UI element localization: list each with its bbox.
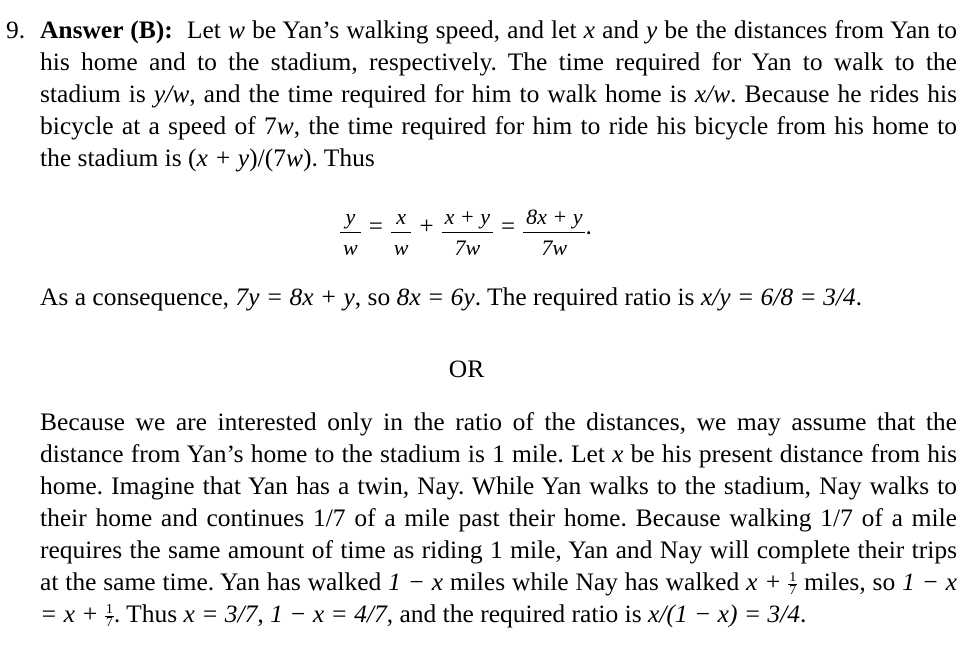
p2-text-b: , so: [354, 282, 397, 311]
or-separator: OR: [448, 354, 485, 383]
problem-number: 9.: [6, 15, 26, 44]
solution-paragraph-1: [6, 14, 957, 174]
p3-math-1: 1 − x: [388, 567, 444, 596]
denominator: 7w: [541, 235, 568, 260]
p1-text-h: )/(7: [249, 143, 286, 172]
p1-text-e: , and the time required for him to walk home is: [189, 79, 695, 108]
fraction-x-plus-y-over-7w: [442, 202, 493, 263]
p3-text-h: .: [800, 599, 807, 628]
solution-paragraph-3: [40, 406, 957, 630]
p1-math-x-over-w: x/w: [694, 79, 731, 108]
p3-math-6: x/(1 − x) = 3/4: [648, 599, 800, 628]
p2-math-1: 7y = 8x + y: [235, 282, 355, 311]
p1-var-x: x: [583, 15, 595, 44]
equals-sign: =: [368, 213, 383, 241]
small-fraction-one-seventh: [788, 572, 797, 597]
period: .: [585, 211, 592, 241]
numerator: x + y: [442, 202, 493, 233]
p1-text-a: Let: [186, 15, 228, 44]
p3-text-a: Because we are interested only in the ratio of the distances, we may assume that the distance from Yan’s home to the stadium is 1 mile. Let: [40, 407, 957, 468]
p1-var-w2: w: [276, 111, 294, 140]
p3-text-b: be his present distance from his home. Imagine that Yan has a twin, Nay. While Yan walks to the stadium, Nay walks to their home and continues 1/7 of a mile past their home. Because walking 1/7 of a mile requires the same amount of time as riding 1 mile, Yan and Nay will complete their trips at the same time. Yan has walked: [40, 439, 957, 596]
p2-text-c: . The required ratio is: [474, 282, 701, 311]
p1-math-y-over-w: y/w: [153, 79, 190, 108]
small-fraction-one-seventh: [105, 604, 114, 629]
p3-text-g: , and the required ratio is: [386, 599, 649, 628]
fraction-y-over-w: [340, 202, 361, 263]
p3-math-2: x +: [746, 567, 789, 596]
fraction-8x-plus-y-over-7w: [523, 202, 585, 263]
denominator: 7: [105, 615, 113, 631]
denominator: 7w: [454, 235, 481, 260]
p3-text-e: . Thus: [113, 599, 184, 628]
p1-var-w3: w: [285, 143, 303, 172]
plus-sign: +: [419, 213, 434, 241]
p2-math-2: 8x = 6y: [396, 282, 475, 311]
p1-text-f: . Because he rides his bicycle at a speed of 7: [40, 79, 957, 140]
solution-paragraph-2: [40, 281, 957, 313]
p2-text-a: As a consequence,: [40, 282, 236, 311]
answer-label: Answer (B):: [40, 15, 173, 44]
fraction-x-over-w: [391, 202, 412, 263]
p3-math-3: 1 − x = x +: [40, 567, 958, 628]
numerator: y: [340, 202, 361, 233]
numerator: 1: [789, 570, 797, 586]
p3-var-x: x: [612, 439, 624, 468]
p1-text-g: , the time required for him to ride his bicycle from his home to the stadium is (: [40, 111, 957, 172]
denominator: w: [343, 235, 358, 260]
numerator: x: [391, 202, 412, 233]
p3-text-c: miles while Nay has walked: [443, 567, 747, 596]
p1-text-b: be Yan’s walking speed, and let: [245, 15, 584, 44]
p1-text-d: be the distances from Yan to his home and to the stadium, respectively. The time required for Yan to walk to the stadium is: [40, 15, 957, 108]
p1-text-c: and: [594, 15, 646, 44]
p1-var-w: w: [227, 15, 245, 44]
equals-sign: =: [500, 213, 516, 241]
p3-math-5: 1 − x = 4/7: [270, 599, 387, 628]
p1-math-x-plus-y: x + y: [196, 143, 250, 172]
numerator: 1: [105, 602, 113, 618]
p2-math-3: x/y = 6/8 = 3/4: [700, 282, 856, 311]
denominator: 7: [789, 583, 797, 599]
denominator: w: [393, 235, 409, 260]
display-equation: [340, 202, 592, 263]
p3-text-d: miles, so: [797, 567, 903, 596]
p3-math-4: x = 3/7: [183, 599, 258, 628]
p1-text-i: ). Thus: [302, 143, 375, 172]
p3-text-f: ,: [257, 599, 271, 628]
p1-var-y: y: [645, 15, 658, 44]
p2-text-d: .: [855, 282, 863, 311]
numerator: 8x + y: [523, 202, 585, 233]
